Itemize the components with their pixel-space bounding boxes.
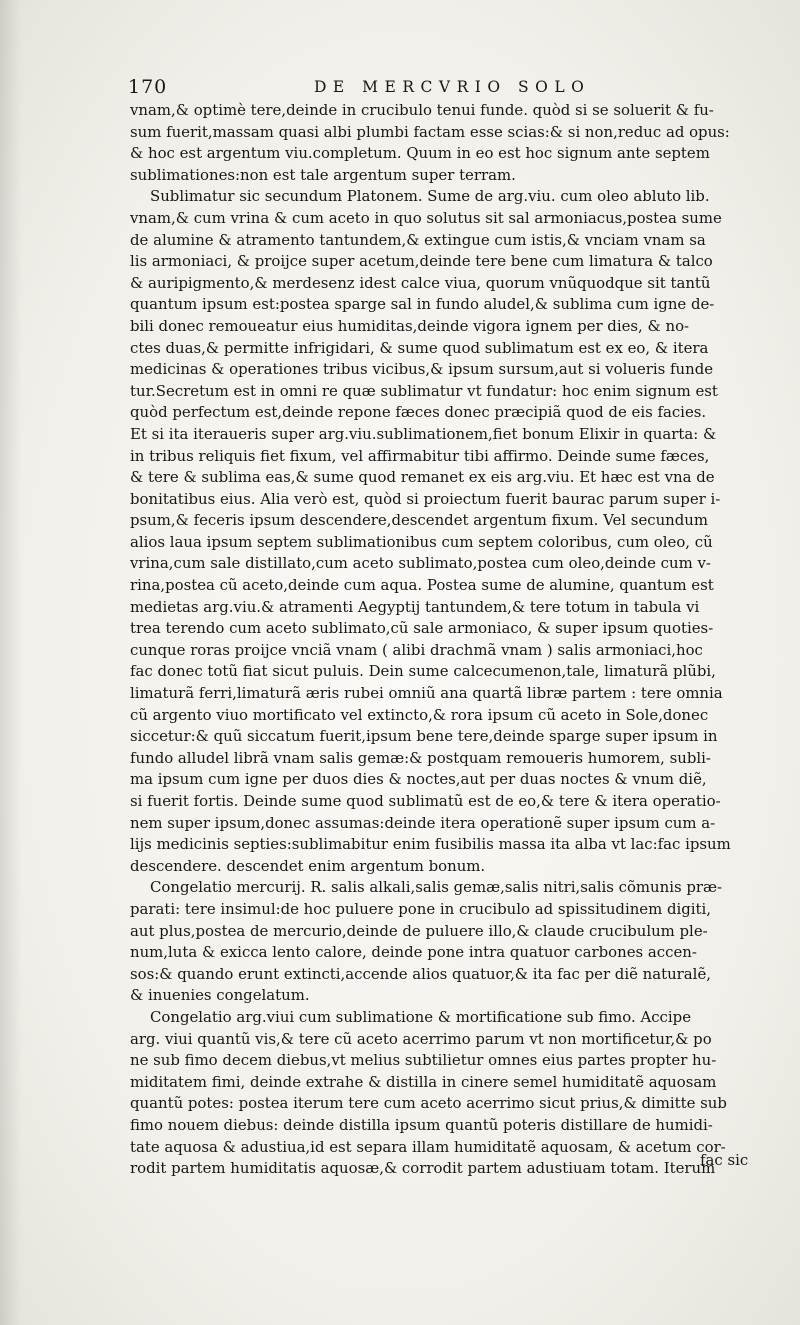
text-line: & tere & sublima eas,& sume quod remanet ex eis arg.viu. Et hæc est vna de	[130, 468, 715, 487]
text-line: & inuenies congelatum.	[130, 986, 310, 1005]
text-line: fundo alludel librã vnam salis gemæ:& postquam remoueris humorem, subli-	[130, 748, 711, 767]
text-line: psum,& feceris ipsum descendere,descendet argentum fixum. Vel secundum	[130, 511, 709, 530]
running-head: DE MERCVRIO SOLO	[314, 78, 591, 96]
text-line: bili donec remoueatur eius humiditas,deinde vigora ignem per dies, & no-	[130, 316, 690, 335]
text-line: alios laua ipsum septem sublimationibus cum septem coloribus, cum oleo, cũ	[130, 532, 713, 551]
text-line: vnam,& optimè tere,deinde in crucibulo tenui funde. quòd si se soluerit & fu-	[130, 101, 714, 119]
text-line: miditatem fimi, deinde extrahe & distilla in cinere semel humiditatẽ aquosam	[130, 1072, 717, 1091]
text-line: siccetur:& quũ siccatum fuerit,ipsum bene tere,deinde sparge super ipsum in	[130, 727, 718, 746]
text-line: ma ipsum cum igne per duos dies & noctes,aut per duas noctes & vnum diẽ,	[130, 770, 707, 789]
paragraph-start-line: Congelatio mercurij. R. salis alkali,salis gemæ,salis nitri,salis cõmunis præ-	[150, 878, 723, 897]
text-line: quantũ potes: postea iterum tere cum aceto acerrimo sicut prius,& dimitte sub	[130, 1094, 727, 1113]
text-line: medicinas & operationes tribus vicibus,& ipsum sursum,aut si volueris funde	[130, 360, 714, 379]
text-line: Et si ita iteraueris super arg.viu.sublimationem,fiet bonum Elixir in quarta: &	[130, 424, 717, 443]
text-line: sos:& quando erunt extincti,accende alios quatuor,& ita fac per diẽ naturalẽ,	[130, 964, 711, 983]
text-line: in tribus reliquis fiet fixum, vel affirmabitur tibi affirmo. Deinde sume fæces,	[130, 446, 710, 465]
text-line: lijs medicinis septies:sublimabitur enim fusibilis massa ita alba vt lac:fac ipsum	[130, 835, 731, 854]
text-line: de alumine & atramento tantundem,& extingue cum istis,& vnciam vnam sa	[130, 230, 706, 249]
gutter-shadow	[0, 0, 22, 1325]
text-line: quòd perfectum est,deinde repone fæces donec præcipiã quod de eis facies.	[130, 403, 707, 422]
text-line: num,luta & exicca lento calore, deinde pone intra quatuor carbones accen-	[130, 943, 697, 962]
text-line: tate aquosa & adustiua,id est separa illam humiditatẽ aquosam, & acetum cor-	[130, 1137, 726, 1156]
text-line: ctes duas,& permitte infrigidari, & sume quod sublimatum est ex eo, & itera	[130, 338, 709, 357]
text-line: lis armoniaci, & proijce super acetum,deinde tere bene cum limatura & talco	[130, 252, 713, 271]
paragraph-start-line: Congelatio arg.viui cum sublimatione & mortificatione sub fimo. Accipe	[150, 1007, 692, 1026]
text-line: arg. viui quantũ vis,& tere cũ aceto acerrimo parum vt non mortificetur,& po	[130, 1029, 712, 1048]
page-number: 170	[128, 76, 168, 98]
text-line: rina,postea cũ aceto,deinde cum aqua. Postea sume de alumine, quantum est	[130, 576, 714, 595]
text-line: sublimationes:non est tale argentum super terram.	[130, 165, 516, 184]
text-line: & hoc est argentum viu.completum. Quum in eo est hoc signum ante septem	[130, 144, 710, 163]
text-line: vnam,& cum vrina & cum aceto in quo solutus sit sal armoniacus,postea sume	[130, 208, 722, 227]
paragraph-start-line: Sublimatur sic secundum Platonem. Sume de arg.viu. cum oleo abluto lib.	[150, 187, 710, 206]
text-line: cunque roras proijce vnciã vnam ( alibi drachmã vnam ) salis armoniaci,hoc	[130, 640, 703, 659]
text-line: cũ argento viuo mortificato vel extincto,& rora ipsum cũ aceto in Sole,donec	[130, 705, 709, 724]
text-line: rodit partem humiditatis aquosæ,& corrodit partem adustiuam totam. Iterum	[130, 1159, 716, 1178]
text-line: parati: tere insimul:de hoc puluere pone in crucibulo ad spissitudinem digiti,	[130, 899, 712, 918]
catchword: fac sic	[700, 1151, 749, 1169]
text-line: quantum ipsum est:postea sparge sal in fundo aludel,& sublima cum igne de-	[130, 295, 715, 314]
text-line: aut plus,postea de mercurio,deinde de puluere illo,& claude crucibulum ple-	[130, 921, 708, 940]
text-line: & auripigmento,& merdesenz idest calce viua, quorum vnũquodque sit tantũ	[130, 273, 711, 292]
text-line: fac donec totũ fiat sicut puluis. Dein sume calcecumenon,tale, limaturã plũbi,	[130, 662, 716, 681]
body-text	[130, 100, 772, 1180]
text-line: nem super ipsum,donec assumas:deinde itera operationẽ super ipsum cum a-	[130, 813, 716, 832]
text-line: fimo nouem diebus: deinde distilla ipsum quantũ poteris distillare de humidi-	[130, 1115, 713, 1134]
text-line: descendere. descendet enim argentum bonum.	[130, 856, 486, 875]
text-line: bonitatibus eius. Alia verò est, quòd si proiectum fuerit baurac parum super i-	[130, 489, 721, 508]
text-line: tur.Secretum est in omni re quæ sublimatur vt fundatur: hoc enim signum est	[130, 381, 718, 400]
page-header	[128, 76, 768, 102]
text-line: si fuerit fortis. Deinde sume quod sublimatũ est de eo,& tere & itera operatio-	[130, 792, 721, 810]
text-line: vrina,cum sale distillato,cum aceto sublimato,postea cum oleo,deinde cum v-	[130, 554, 711, 573]
text-line: limaturã ferri,limaturã æris rubei omniũ ana quartã libræ partem : tere omnia	[130, 684, 723, 703]
text-line: sum fuerit,massam quasi albi plumbi factam esse scias:& si non,reduc ad opus:	[130, 122, 730, 141]
text-line: medietas arg.viu.& atramenti Aegyptij tantundem,& tere totum in tabula vi	[130, 597, 700, 616]
text-line: ne sub fimo decem diebus,vt melius subtilietur omnes eius partes propter hu-	[130, 1051, 717, 1070]
text-line: trea terendo cum aceto sublimato,cũ sale armoniaco, & super ipsum quoties-	[130, 619, 714, 638]
